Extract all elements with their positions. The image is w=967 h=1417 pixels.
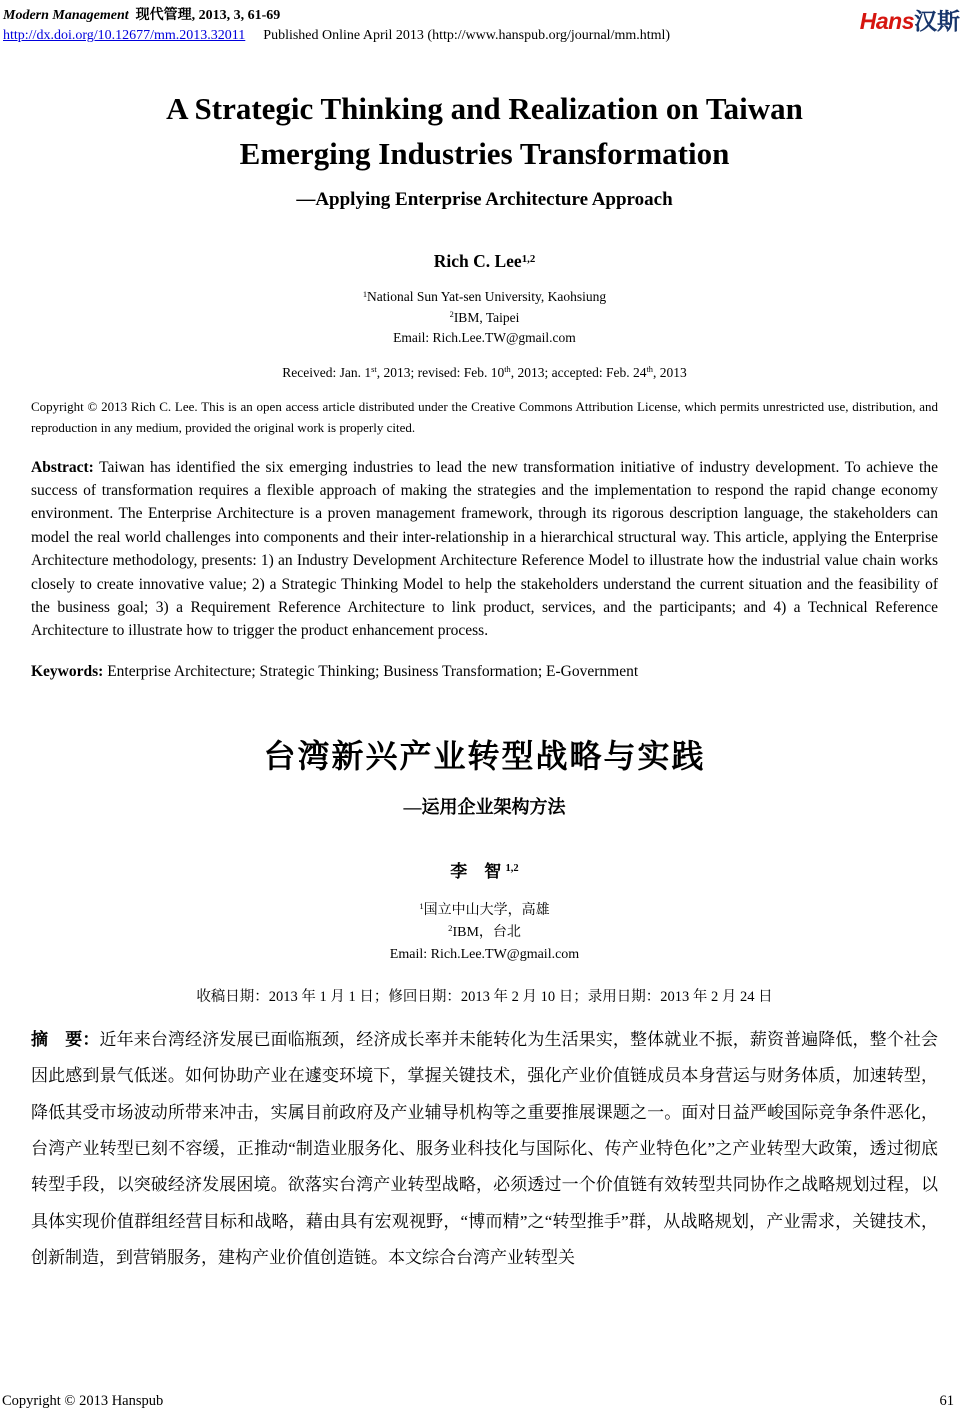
author-name-en	[31, 251, 938, 272]
affiliation-en-2	[31, 309, 938, 330]
received-part: , 2013	[652, 364, 687, 380]
abstract-en	[31, 456, 938, 643]
article-title-en	[31, 86, 938, 176]
author-name-en-text: Rich C. Lee	[433, 251, 522, 271]
received-part: , 2013; revised: Feb. 10	[376, 364, 505, 380]
author-email-en: Email: Rich.Lee.TW@gmail.com	[393, 330, 576, 345]
article-title-en-line1: A Strategic Thinking and Realization on Taiwan	[166, 91, 803, 126]
affiliation-zh-1-text: 国立中山大学，高雄	[423, 902, 550, 918]
author-name-zh	[31, 857, 938, 882]
keywords-en	[31, 663, 938, 681]
affiliations-en	[31, 288, 938, 348]
journal-header	[0, 0, 967, 46]
abstract-label-en: Abstract:	[31, 458, 94, 476]
received-sup: th	[646, 365, 653, 375]
hans-publisher-logo	[860, 3, 960, 36]
published-note: Published Online April 2013 (http://www.hanspub.org/journal/mm.html)	[263, 28, 671, 43]
abstract-text-zh: 近年来台湾经济发展已面临瓶颈，经济成长率并未能转化为生活果实，整体就业不振，薪资普遍降低，整个社会因此感到景气低迷。如何协助产业在遽变环境下，掌握关键技术，强化产业价值链成员本身营运与财务体质，加速转型，降低其受市场波动所带来冲击，实属目前政府及产业辅导机构等之重要推展课题之一。面对日益严峻国际竞争条件恶化，台湾产业转型已刻不容缓，正推动“制造业服务化、服务业科技化与国际化、传产业特色化”之产业转型大政策，透过彻底转型手段，以突破经济发展困境。欲落实台湾产业转型战略，必须透过一个价值链有效转型共同协作之战略规划过程，以具体实现价值群组经营目标和战略，藉由具有宏观视野，“博而精”之“转型推手”群，从战略规划，产业需求，关键技术，创新制造，到营销服务，建构产业价值创造链。本文综合台湾产业转型关	[31, 1029, 939, 1268]
received-part: , 2013; accepted: Feb. 24	[510, 364, 647, 380]
abstract-zh	[31, 1022, 938, 1277]
received-sup: th	[504, 365, 511, 375]
received-sup: st	[371, 365, 377, 375]
author-sup-en: 1,2	[521, 252, 536, 265]
affiliation-en-2-sup: 2	[449, 310, 454, 320]
author-email-zh: Email: Rich.Lee.TW@gmail.com	[389, 946, 580, 962]
affiliation-zh-2-text: IBM，台北	[452, 924, 521, 940]
affiliation-en-1-text: National Sun Yat-sen University, Kaohsiung	[367, 289, 607, 304]
received-part: Received: Jan. 1	[282, 364, 372, 380]
article-body	[0, 86, 967, 1277]
page-footer	[2, 1393, 954, 1410]
hans-logo-latin: Hans	[859, 8, 914, 34]
journal-name: Modern Management	[3, 8, 129, 23]
article-title-en-line2: Emerging Industries Transformation	[239, 136, 730, 171]
author-sup-zh: 1,2	[505, 863, 519, 875]
abstract-text-en: Taiwan has identified the six emerging industries to lead the new transformation initiative of industry development. To achieve the success of transformation requires a flexible approach of making the strategies and the implementation to respond the rapid change economy environment. The Enterprise Architecture is a proven management framework, through its rigorous description language, the stakeholders can model the real world challenges into components and their inter-relationship in a hierarchical structural way. This article, applying the Enterprise Architecture methodology, presents: 1) an Industry Development Architecture Reference Model to illustrate how the industrial value chain works closely to create innovative value; 2) a Strategic Thinking Model to help the stakeholders understand the current situation and the feasibility of the business goal; 3) a Requirement Reference Architecture to link product, services, and the participants; and 4) a Technical Reference Architecture to illustrate how to trigger the product enhancement process.	[31, 458, 938, 640]
hans-logo-cjk: 汉斯	[914, 8, 960, 34]
page-number: 61	[939, 1393, 954, 1409]
received-line-en	[31, 365, 938, 381]
affiliation-zh-1	[31, 900, 938, 922]
affiliation-en-1	[31, 288, 938, 309]
article-subtitle-zh: —运用企业架构方法	[403, 796, 566, 817]
affiliations-zh	[31, 900, 938, 965]
affiliation-en-2-text: IBM, Taipei	[453, 309, 520, 325]
journal-issue-info: 现代管理, 2013, 3, 61-69	[135, 8, 281, 23]
keywords-label-en: Keywords:	[31, 662, 104, 680]
footer-copyright: Copyright © 2013 Hanspub	[2, 1393, 164, 1409]
author-name-zh-text: 李 智	[450, 861, 502, 881]
abstract-label-zh: 摘 要：	[31, 1029, 100, 1049]
affiliation-zh-2-sup: 2	[448, 923, 453, 934]
keywords-text-en: Enterprise Architecture; Strategic Thinking; Business Transformation; E-Government	[107, 662, 639, 680]
article-subtitle-en: —Applying Enterprise Architecture Approach	[296, 189, 673, 210]
dates-line-zh: 收稿日期：2013 年 1 月 1 日；修回日期：2013 年 2 月 10 日；录用日期：2013 年 2 月 24 日	[196, 988, 773, 1005]
affiliation-en-1-sup: 1	[362, 289, 368, 299]
journal-header-line1	[3, 6, 963, 26]
affiliation-zh-1-sup: 1	[419, 901, 424, 912]
article-title-zh: 台湾新兴产业转型战略与实践	[263, 737, 706, 774]
journal-header-line2	[3, 26, 963, 46]
license-note: Copyright © 2013 Rich C. Lee. This is an open access article distributed under the Creative Commons Attribution License, which permits unrestricted use, distribution, and reproduction in any medium, provided the original work is properly cited.	[31, 398, 938, 435]
doi-link[interactable]: http://dx.doi.org/10.12677/mm.2013.32011	[3, 28, 246, 43]
affiliation-zh-2	[31, 922, 938, 944]
